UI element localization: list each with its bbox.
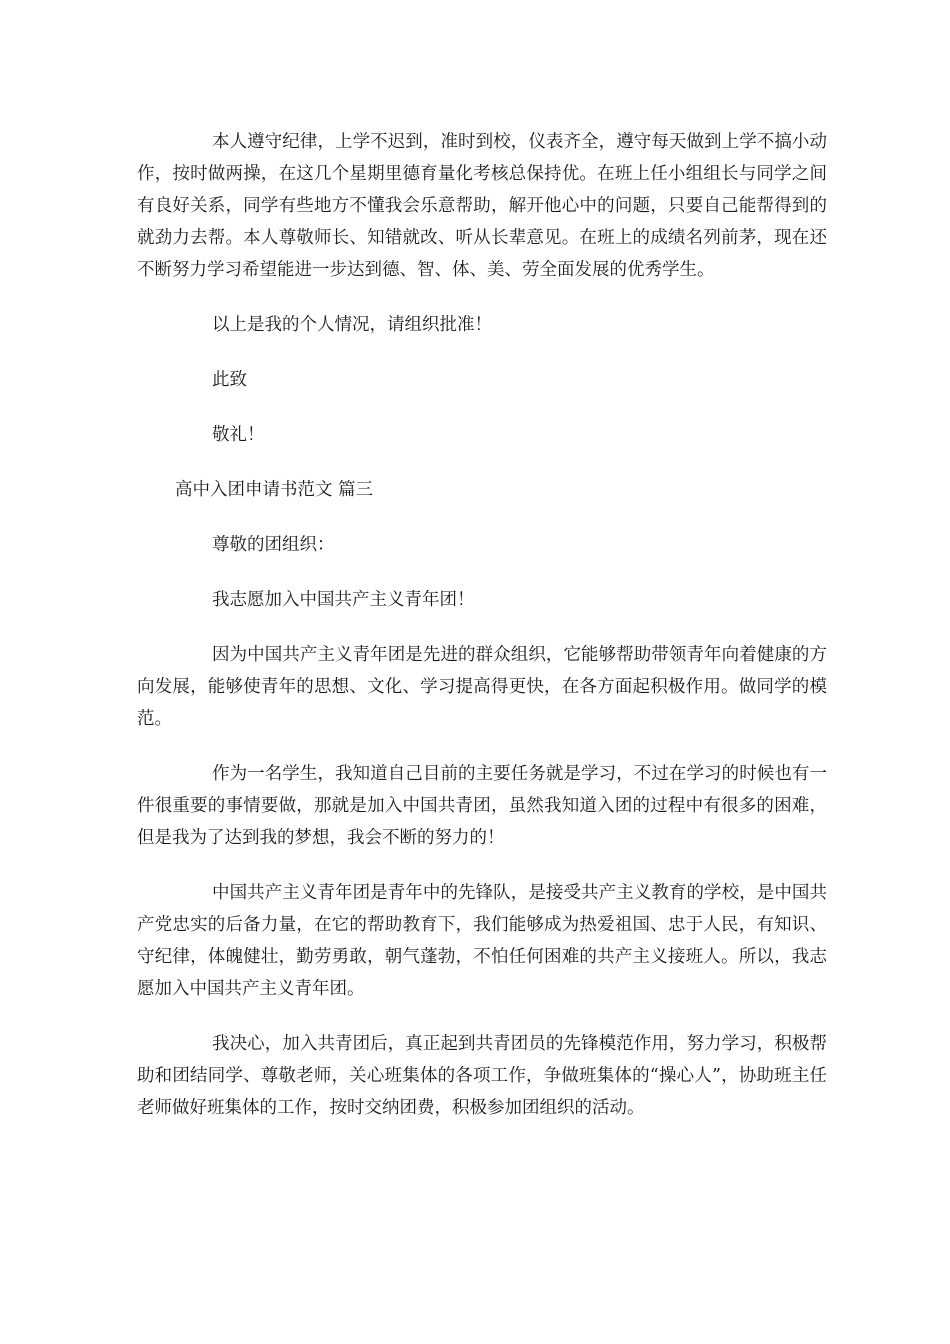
paragraph-reason: 因为中国共产主义青年团是先进的群众组织，它能够帮助带领青年向着健康的方向发展，能够使青年的思想、文化、学习提高得更快，在各方面起积极作用。做同学的模范。 [137,645,827,729]
paragraph-student-task: 作为一名学生，我知道自己目前的主要任务就是学习，不过在学习的时候也有一件很重要的事情要做，那就是加入中国共青团，虽然我知道入团的过程中有很多的困难，但是我为了达到我的梦想，我会不断的努力的！ [137,764,827,848]
paragraph-resolution: 我决心，加入共青团后，真正起到共青团员的先锋模范作用，努力学习，积极帮助和团结同学、尊敬老师，关心班集体的各项工作，争做班集体的“操心人”，协助班主任老师做好班集体的工作，按时交纳团费，积极参加团组织的活动。 [137,1034,827,1118]
document-body [137,126,827,1147]
paragraph-league-description: 中国共产主义青年团是青年中的先锋队，是接受共产主义教育的学校，是中国共产党忠实的后备力量，在它的帮助教育下，我们能够成为热爱祖国、忠于人民，有知识、守纪律，体魄健壮，勤劳勇敢，朝气蓬勃，不怕任何困难的共产主义接班人。所以，我志愿加入中国共产主义青年团。 [137,883,827,999]
paragraph-declaration: 我志愿加入中国共产主义青年团！ [212,590,475,610]
paragraph-closing-salutation: 此致 [212,370,247,390]
paragraph-regards: 敬礼！ [212,425,265,445]
paragraph-request-approval: 以上是我的个人情况，请组织批准！ [212,315,492,335]
paragraph-greeting: 尊敬的团组织： [212,535,335,555]
section-heading: 高中入团申请书范文 篇三 [175,480,374,500]
paragraph-self-description: 本人遵守纪律，上学不迟到，准时到校，仪表齐全，遵守每天做到上学不搞小动作，按时做两操，在这几个星期里德育量化考核总保持优。在班上任小组组长与同学之间有良好关系，同学有些地方不懂我会乐意帮助，解开他心中的问题，只要自己能帮得到的就劲力去帮。本人尊敬师长、知错就改、听从长辈意见。在班上的成绩名列前茅，现在还不断努力学习希望能进一步达到德、智、体、美、劳全面发展的优秀学生。 [137,132,827,280]
